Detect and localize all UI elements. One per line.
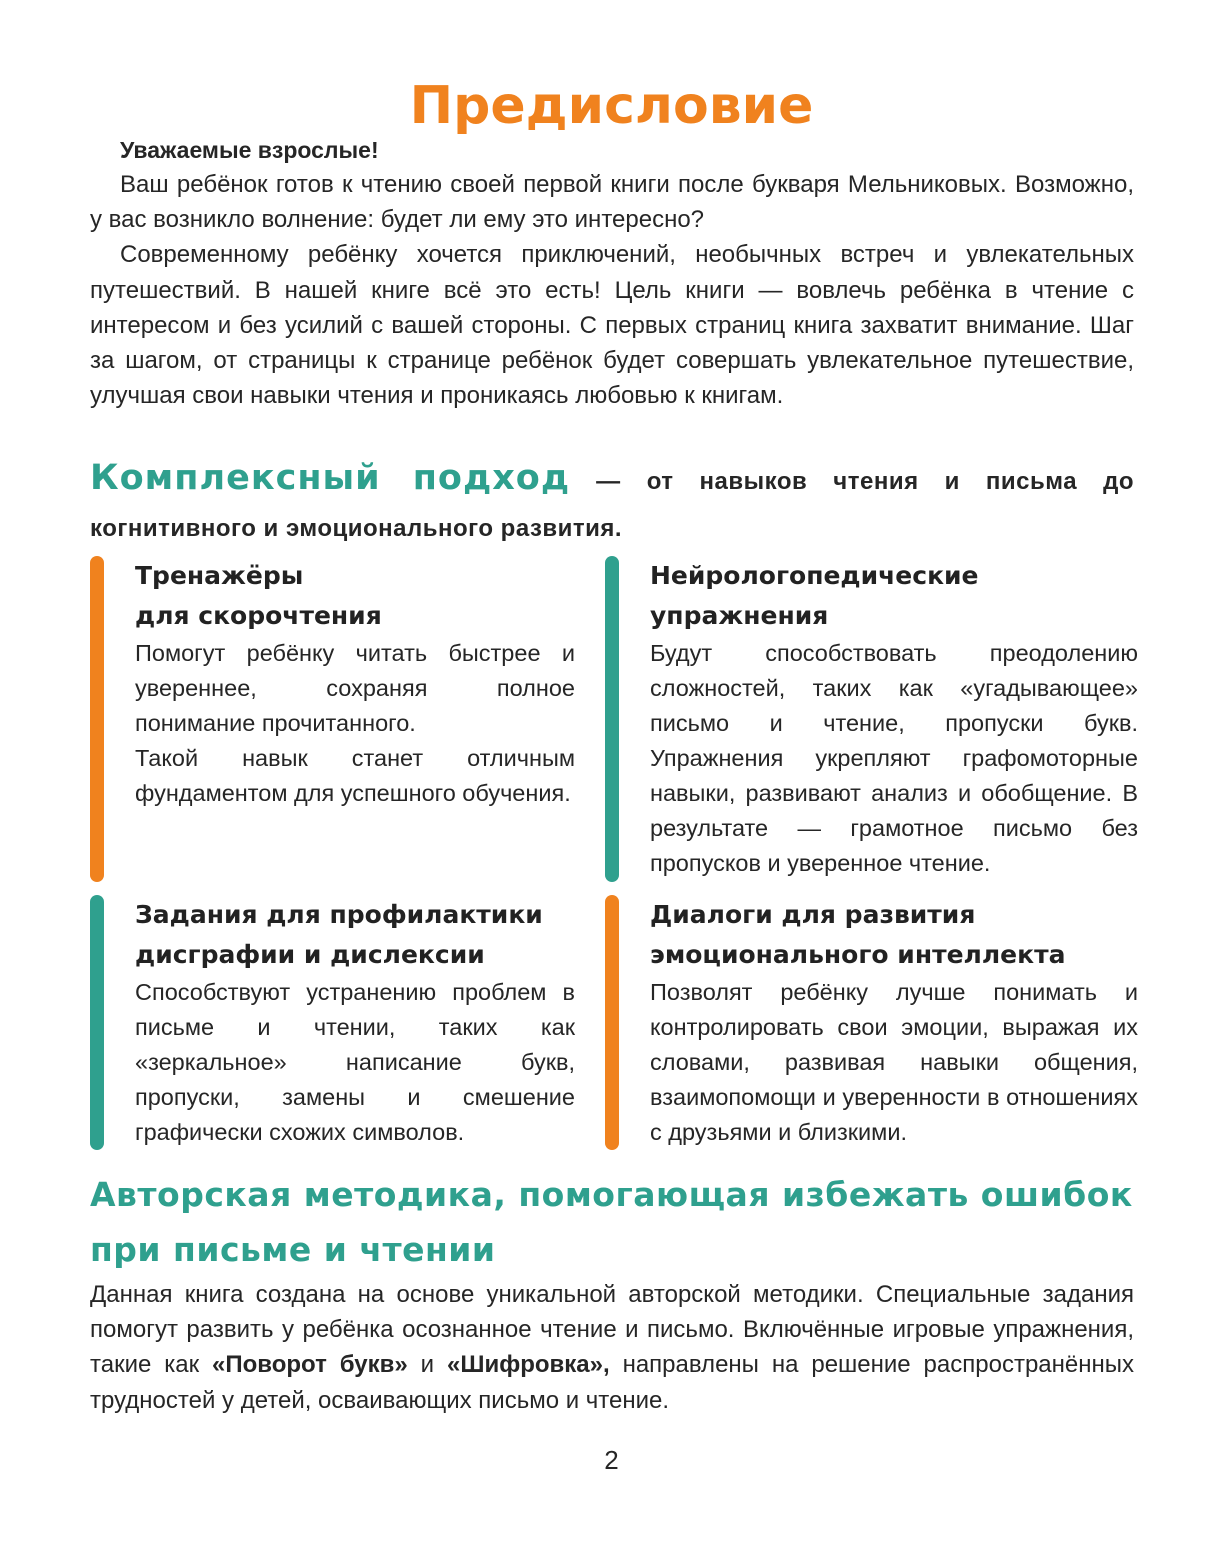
card-title-line-1: Задания для профилактики	[135, 900, 543, 929]
card-accent-bar	[90, 895, 104, 1150]
greeting: Уважаемые взрослые!	[120, 137, 379, 163]
card-text-1: Будут способствовать преодолению сложностей, таких как «угадывающее» письмо и чтение, пропуски букв. Упражнения укрепляют графомоторные навыки, развивают анализ и обобщение. В результате — грамотное письмо без пропусков и уверенное чтение.	[650, 640, 1138, 876]
card-body	[650, 636, 1138, 881]
final-bold-2: «Шифровка»,	[446, 1351, 610, 1379]
approach-heading	[90, 456, 1134, 554]
card-title	[650, 895, 1100, 975]
card-text-2: Такой навык станет отличным фундаментом для успешного обучения.	[135, 745, 575, 806]
card-title	[135, 895, 585, 975]
page-number: 2	[604, 1445, 619, 1475]
card-title-line-2: упражнения	[650, 601, 829, 630]
intro-paragraph-2: Современному ребёнку хочется приключений, необычных встреч и увлекательных путешествий. В нашей книге всё это есть! Цель книги — вовлечь ребёнка в чтение с интересом и без усилий с вашей стороны. С первых страниц книга захватит внимание. Шаг за шагом, от страницы к странице ребёнок будет совершать увлекательное путешествие, улучшая свои навыки чтения и проникаясь любовью к книгам.	[90, 241, 1134, 410]
intro-paragraph-1: Ваш ребёнок готов к чтению своей первой книги после букваря Мельниковых. Возможно, у вас возникло волнение: будет ли ему это интересно?	[90, 171, 1134, 234]
page-title: Предисловие	[409, 76, 814, 136]
card-dysgraphia-tasks	[90, 895, 575, 1155]
card-neuro-exercises	[605, 556, 1138, 886]
card-title-line-1: Диалоги для развития	[650, 900, 976, 929]
card-title	[650, 556, 1100, 636]
card-speed-reading	[90, 556, 575, 886]
card-title-line-2: дисграфии и дислексии	[135, 940, 485, 969]
final-text-2: и	[407, 1351, 447, 1379]
card-body	[650, 975, 1138, 1150]
final-text-3: направлены на решение распространённых трудностей у детей, осваивающих письмо и чтение.	[90, 1351, 1134, 1414]
card-text-1: Помогут ребёнку читать быстрее и увереннее, сохраняя полное понимание прочитанного.	[135, 640, 575, 736]
card-title-line-2: эмоционального интеллекта	[650, 940, 1066, 969]
final-bold-1: «Поворот букв»	[212, 1351, 408, 1379]
card-body	[135, 975, 575, 1150]
card-title-line-1: Тренажёры	[135, 561, 304, 590]
intro-text	[90, 167, 1134, 413]
card-text-1: Позволят ребёнку лучше понимать и контролировать свои эмоции, выражая их словами, развивая навыки общения, взаимопомощи и уверенности в отношениях с друзьями и близкими.	[650, 979, 1138, 1145]
author-method-heading: Авторская методика, помогающая избежать ошибок при письме и чтении	[90, 1175, 1133, 1269]
card-title	[135, 556, 585, 636]
card-body	[135, 636, 575, 811]
final-text-1: Данная книга создана на основе уникальной авторской методики. Специальные задания помогут развить у ребёнка осознанное чтение и письмо. Включённые игровые упражнения, такие как	[90, 1281, 1134, 1379]
approach-rest: — от навыков чтения и письма до когнитивного и эмоционального развития.	[90, 468, 1134, 542]
card-emotional-dialogues	[605, 895, 1138, 1155]
card-accent-bar	[605, 556, 619, 882]
final-paragraph	[90, 1277, 1134, 1418]
approach-accent: Комплексный подход	[90, 458, 571, 498]
card-title-line-1: Нейрологопедические	[650, 561, 979, 590]
card-title-line-2: для скорочтения	[135, 601, 382, 630]
card-accent-bar	[90, 556, 104, 882]
card-text-1: Способствуют устранению проблем в письме и чтении, таких как «зеркальное» написание букв, пропуски, замены и смешение графически схожих символов.	[135, 979, 575, 1145]
card-accent-bar	[605, 895, 619, 1150]
